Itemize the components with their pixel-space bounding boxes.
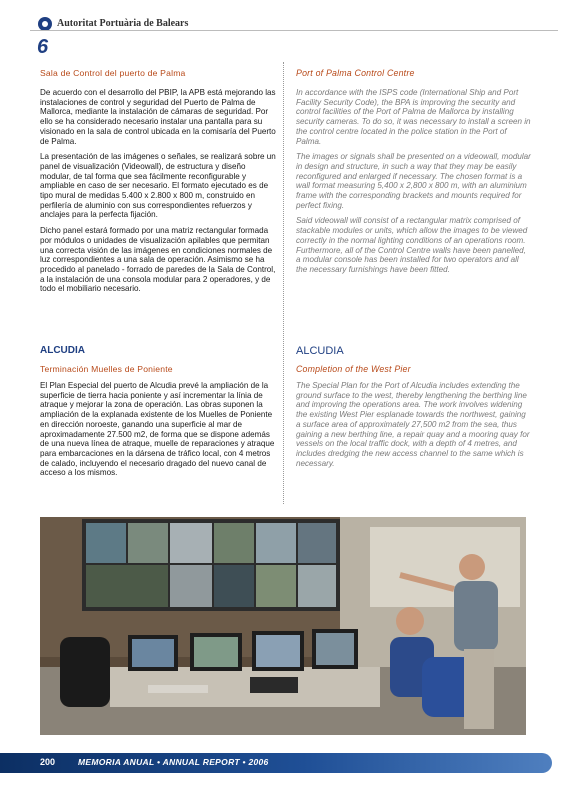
left-sec1-paragraph-2: La presentación de las imágenes o señales, se realizará sobre un panel de visualización (Videowall), de estructura y diseño modular, de tal forma que sea fácilmente reconfigurable y ampliable en caso de ser necesario. El formato ejecutado es de tipo mural de medidas 5.400 x 2.800 x 800 m, construido en perfilería de aluminio con sus correspondientes refuerzos y anclajes para la perfecta fijación. [40, 152, 276, 220]
left-sec1-paragraph-3: Dicho panel estará formado por una matriz rectangular formada por módulos o unidades de visualización apilables que permitan una correcta visión de las imágenes en condiciones normales de luz correspondientes a una sala de operación. Asimismo se ha procedido al panelado - forrado de paredes de la Sala de Control, a la instalación de una consola modular para 2 operadores, y de todo el mobiliario necesario. [40, 226, 276, 294]
organization-name: Autoritat Portuària de Balears [57, 18, 189, 29]
right-sec2-subheading: Completion of the West Pier [296, 364, 411, 374]
left-sec1-paragraph-1: De acuerdo con el desarrollo del PBIP, la APB está mejorando las instalaciones de control y seguridad del Puerto de Palma de Mallorca, mediante la instalación de cámaras de seguridad. Por ello se ha considerado necesario instalar una pantalla para su visionado en la sala de control ubicada en la comisaría del Puerto de Palma. [40, 88, 276, 146]
left-sec1-subheading: Sala de Control del puerto de Palma [40, 68, 186, 78]
control-room-photo [40, 517, 526, 735]
left-section-title: ALCUDIA [40, 345, 85, 356]
left-sec2-subheading: Terminación Muelles de Poniente [40, 364, 173, 374]
right-alcudia-section [296, 345, 532, 468]
right-sec1-paragraph-1: In accordance with the ISPS code (International Ship and Port Facility Security Code), the BPA is improving the security and control facilities of the Port of Palma de Mallorca by installing security cameras. To do so, it was necessary to install a screen in the control centre located in the police station in the Port of Palma. [296, 88, 531, 146]
page-number: 200 [40, 757, 56, 767]
right-sec2-paragraph: The Special Plan for the Port of Alcudia includes extending the ground surface to the west, thereby lengthening the berthing line and improving the operations area. The work involves widening the existing West Pier esplanade towards the northwest, gaining a surface area of approximately 27,500 m2 from the sea, thus gaining a new berthing line, a repair quay and a mooring quay for vessels on the local traffic dock, with a depth of 4 metres, and includes dredging the new access channel to the same which is necessary. [296, 381, 530, 468]
header-rule [30, 30, 558, 31]
right-sec1-paragraph-2: The images or signals shall be presented on a videowall, modular in design and structure, in such a way that they may be easily reconfigured and enlarged if necessary. The chosen format is a wall format measuring 5,400 x 2,800 x 800 m, with an aluminium frame with the corresponding brackets and mounts required for perfect fixing. [296, 152, 531, 210]
right-column [296, 68, 532, 275]
right-sec1-subheading: Port of Palma Control Centre [296, 68, 415, 78]
page-footer [0, 748, 566, 780]
chapter-number: 6 [37, 36, 49, 58]
column-divider [283, 62, 284, 504]
right-section-title: ALCUDIA [296, 345, 344, 357]
left-sec2-paragraph: El Plan Especial del puerto de Alcudia prevé la ampliación de la superficie de tierra hacia poniente y así incrementar la línia de atraque y mejorar la zona de operación. Las obras suponen la ampliación de la explanada existente de los Muelles de Poniente en dirección noroeste, ganando una superficie al mar de aproximadamente 27.500 m2, de forma que se dispone además de una nueva línea de atraque, muelle de reparaciones y atraque para embarcaciones en la dársena de tráfico local, con 4 metros de calado, incluyendo el necesario dragado del nuevo canal de acceso a los mismos. [40, 381, 275, 478]
right-sec1-paragraph-3: Said videowall will consist of a rectangular matrix comprised of stackable modules or units, which allow the images to be viewed correctly in the normal lighting conditions of an operations room. Furthermore, all of the Control Centre walls have been panelled, a modular console has been installed for two operators and all the necessary furnishings have been fitted. [296, 216, 528, 274]
control-room-illustration [40, 517, 526, 735]
page-header [0, 0, 566, 40]
left-column [40, 68, 276, 294]
footer-title: MEMORIA ANUAL • ANNUAL REPORT • 2006 [78, 757, 269, 767]
authority-logo-icon [38, 17, 52, 31]
left-alcudia-section [40, 345, 276, 478]
